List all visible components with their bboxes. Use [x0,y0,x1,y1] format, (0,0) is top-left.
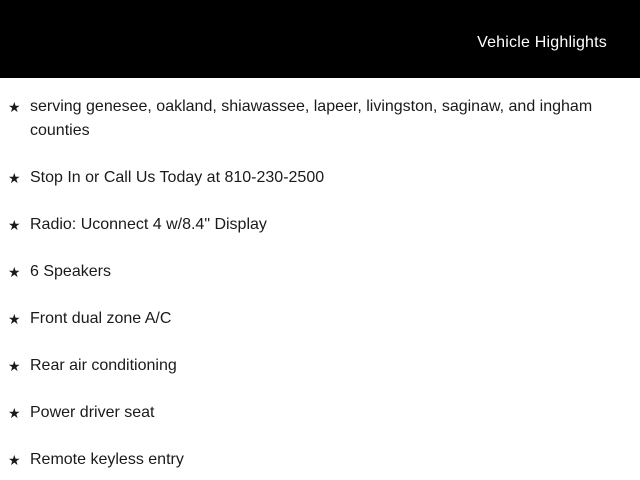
highlight-text: Power driver seat [30,404,155,421]
list-item [7,95,624,143]
highlight-text: Remote keyless entry [30,451,184,468]
highlight-text: Radio: Uconnect 4 w/8.4" Display [30,216,267,233]
highlight-text: Rear air conditioning [30,357,177,374]
star-icon: ★ [8,217,21,233]
list-item [7,354,624,378]
star-icon: ★ [8,311,21,327]
star-icon: ★ [8,99,21,115]
highlights-list [0,78,640,472]
list-item [7,307,624,331]
list-item [7,213,624,237]
highlight-text: Front dual zone A/C [30,310,172,327]
list-item [7,166,624,190]
list-item [7,260,624,284]
star-icon: ★ [8,170,21,186]
highlight-text: Stop In or Call Us Today at 810-230-2500 [30,169,325,186]
star-icon: ★ [8,358,21,374]
highlight-text: 6 Speakers [30,263,111,280]
star-icon: ★ [8,452,21,468]
star-icon: ★ [8,264,21,280]
list-item [7,401,624,425]
header-bar [0,0,640,78]
list-item [7,448,624,472]
page-title: Vehicle Highlights [477,33,607,51]
star-icon: ★ [8,405,21,421]
highlight-text: serving genesee, oakland, shiawassee, lapeer, livingston, saginaw, and ingham counties [30,98,593,139]
highlights-section [0,78,640,472]
